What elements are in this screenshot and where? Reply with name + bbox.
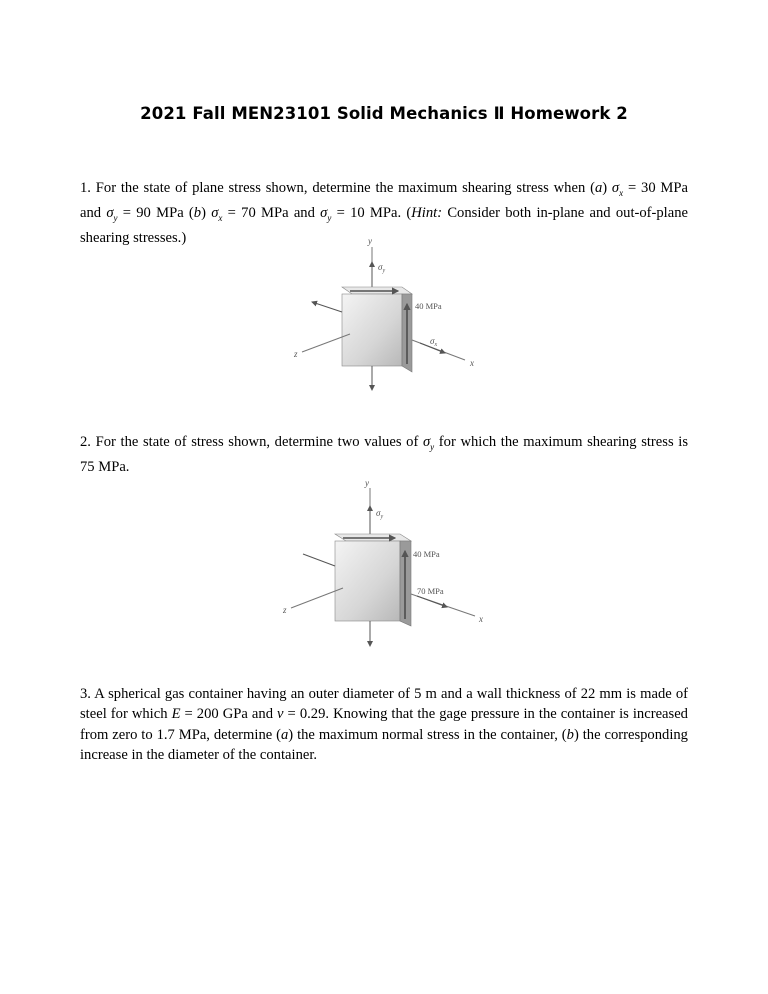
problem-number: 1. (80, 180, 91, 196)
axis-x-label: x (479, 614, 483, 624)
problem-2-text: 2. For the state of stress shown, determine two values of $\sigma_y$ for which the maximum shearing stress is 75 MPa. (80, 434, 688, 476)
shear-stress-label: 40 MPa (413, 549, 440, 559)
problem-number: 2. (80, 434, 91, 450)
sigma-y-label: $\sigma_y$ (378, 262, 386, 274)
problem-3-text: 3. A spherical gas container having an outer diameter of 5 m and a wall thickness of 22 mm is made of steel for which E = 200 GPa and v = 0.29. Knowing that the gage pressure in the container is increased from zero to 1.7 MPa, determine (a) the maximum normal stress in the container, (b) the corresponding increase in the diameter of the container. (80, 686, 688, 763)
sigma-y-label: $\sigma_y$ (376, 508, 384, 520)
page-title: 2021 Fall MEN23101 Solid Mechanics Ⅱ Homework 2 (140, 104, 628, 123)
load-line-left (303, 554, 335, 566)
sigma-x-label: $\sigma_x$ (430, 336, 438, 348)
block-front-face (342, 294, 402, 366)
normal-stress-label: 70 MPa (417, 586, 444, 596)
axis-y-label: y (368, 236, 372, 246)
axis-z-label: z (294, 349, 298, 359)
axis-z-label: z (283, 605, 287, 615)
axis-y-label: y (365, 478, 369, 488)
sigma-x-arrow-left (312, 302, 342, 312)
axis-x-label: x (470, 358, 474, 368)
problem-number: 3. (80, 686, 91, 702)
shear-stress-label: 40 MPa (415, 301, 442, 311)
block-front-face (335, 541, 400, 621)
figure-1-stress-element (280, 232, 490, 400)
normal-stress-arrow (417, 596, 447, 607)
problem-1-text: 1. For the state of plane stress shown, determine the maximum shearing stress when (a) $\sigma_x = 30$ MPa and $\sigma_y = 90$ MPa (b) $\sigma_x = 70$ MPa and $\sigma_y = 10$ MPa. (Hint: Consider both in-plane and out-of-plane shearing stresses.) (80, 180, 688, 247)
figure-2-stress-element (275, 476, 495, 656)
